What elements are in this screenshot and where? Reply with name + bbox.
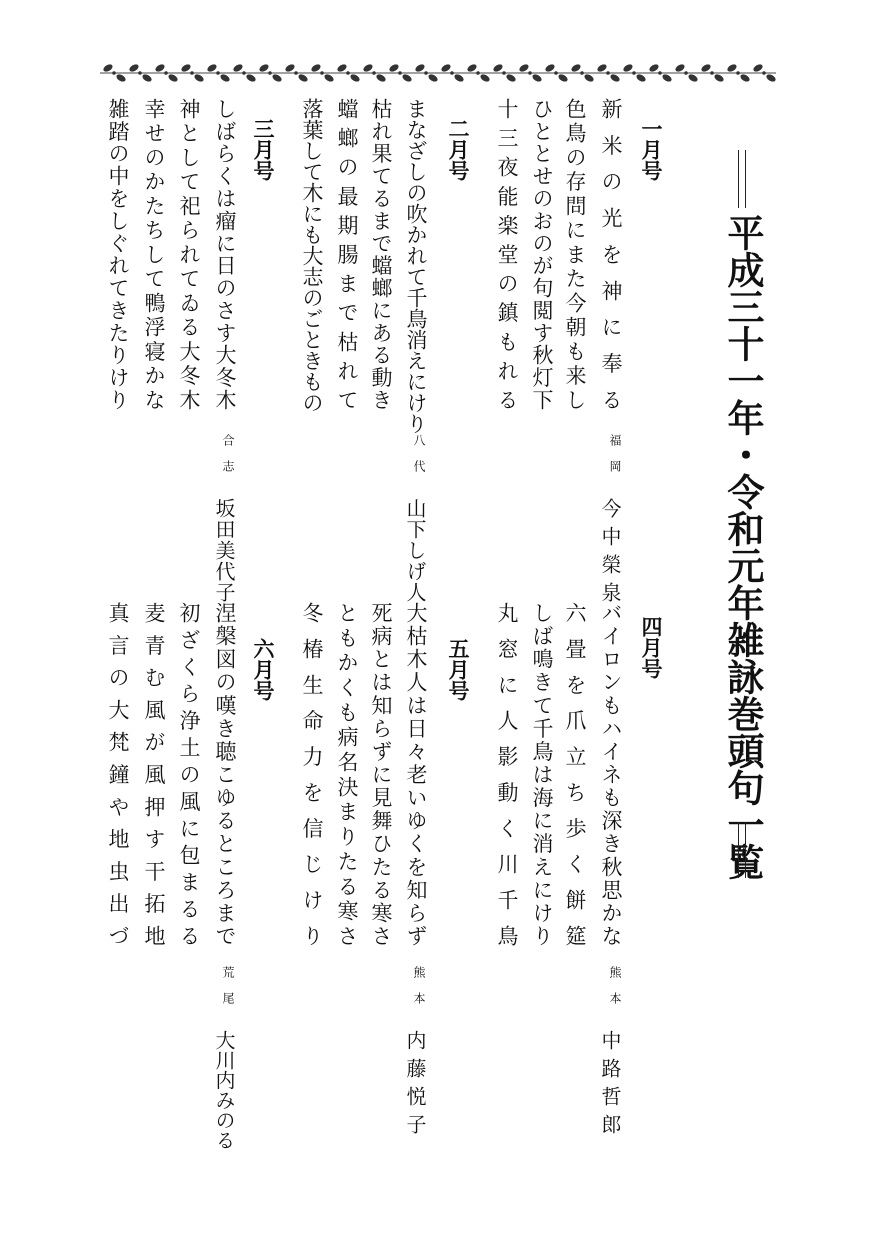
haiku-line: 枯れ果てるまで蟷螂にある動き <box>369 98 393 410</box>
author-name: 中路哲郎 <box>598 1030 622 1134</box>
haiku-line: 神として祀られてゐる大冬木 <box>177 98 201 410</box>
author-name: 坂田美代子 <box>212 498 236 602</box>
author-name: 山下しげ人 <box>403 498 427 602</box>
page-title: 平成三十一年・令和元年雑詠巻頭句一覧 <box>721 214 764 880</box>
author-name: 大川内みのる <box>212 1030 236 1150</box>
month-heading-apr: 四月号 <box>639 616 663 679</box>
author-place: 荒尾 <box>221 966 235 1004</box>
month-heading-mar: 三月号 <box>251 118 275 181</box>
haiku-line: しば鳴きて千鳥は海に消えにけり <box>530 602 554 946</box>
decorative-vine-border <box>100 60 776 86</box>
haiku-line: 色鳥の存問にまた今朝も来し <box>563 98 587 410</box>
haiku-line: 幸せのかたちして鴨浮寝かな <box>142 98 166 410</box>
author-name: 今中榮泉 <box>598 498 622 602</box>
author-place: 熊本 <box>608 966 622 1004</box>
haiku-line: 冬椿生命力を信じけり <box>300 602 324 946</box>
haiku-line: 真言の大梵鐘や地虫出づ <box>106 602 130 946</box>
title-rule-top <box>738 150 746 208</box>
haiku-line: 涅槃図の嘆き聴こゆるところまで <box>213 602 237 946</box>
haiku-line: 六畳を爪立ち歩く餅筵 <box>563 602 587 946</box>
haiku-line: 丸窓に人影動く川千鳥 <box>495 602 519 946</box>
haiku-line: 麦青む風が風押す干拓地 <box>142 602 166 946</box>
haiku-line: ともかくも病名決まりたる寒さ <box>335 602 359 946</box>
haiku-line: 雑踏の中をしぐれてきたりけり <box>106 98 130 410</box>
author-place: 熊本 <box>412 966 426 1004</box>
haiku-line: 蟷螂の最期腸まで枯れて <box>335 98 359 410</box>
author-name: 内藤悦子 <box>403 1030 427 1134</box>
haiku-line: 落葉して木にも大志のごときもの <box>300 98 324 413</box>
haiku-line: まなざしの吹かれて千鳥消えにけり <box>404 98 428 434</box>
title-rule-bottom <box>738 822 746 878</box>
haiku-line: 十三夜能楽堂の鎮もれる <box>495 98 519 410</box>
author-place: 八代 <box>412 434 426 472</box>
haiku-line: バイロンもハイネも深き秋思かな <box>599 602 623 946</box>
author-place: 合志 <box>221 434 235 472</box>
month-heading-jun: 六月号 <box>251 638 275 701</box>
haiku-line: ひととせのおのが句閲す秋灯下 <box>530 98 554 410</box>
month-heading-may: 五月号 <box>446 638 470 701</box>
author-place: 福岡 <box>608 434 622 472</box>
haiku-line: 新米の光を神に奉る <box>599 98 623 410</box>
haiku-line: 初ざくら浄土の風に包まるる <box>177 602 201 946</box>
month-heading-jan: 一月号 <box>639 118 663 181</box>
haiku-line: 大枯木人は日々老いゆくを知らず <box>404 602 428 946</box>
month-heading-feb: 二月号 <box>446 118 470 181</box>
haiku-line: しばらくは瘤に日のさす大冬木 <box>213 98 237 410</box>
haiku-line: 死病とは知らずに見舞ひたる寒さ <box>369 602 393 946</box>
